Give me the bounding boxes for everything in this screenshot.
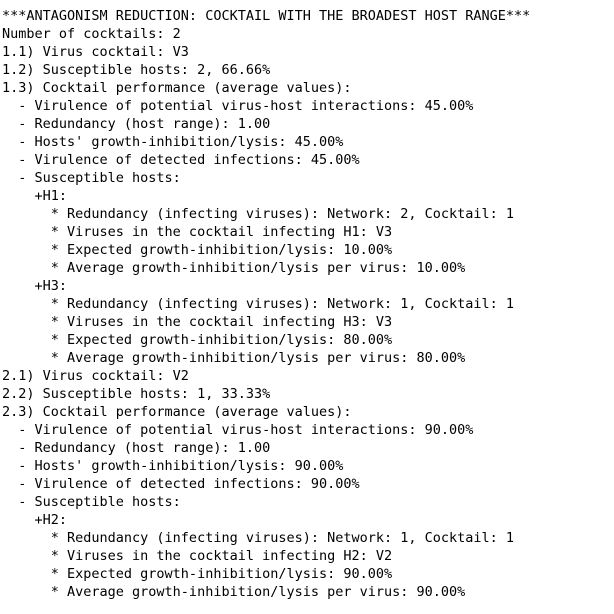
cocktail-2-redundancy: - Redundancy (host range): 1.00 — [2, 440, 271, 456]
host-h1-expected-lysis: * Expected growth-inhibition/lysis: 10.00% — [2, 242, 393, 258]
cocktail-1-growth-inhibition: - Hosts' growth-inhibition/lysis: 45.00% — [2, 134, 344, 150]
host-h3-heading: +H3: — [2, 278, 68, 294]
cocktail-1-hosts-line: 1.2) Susceptible hosts: 2, 66.66% — [2, 62, 271, 78]
host-h3-viruses: * Viruses in the cocktail infecting H3: V3 — [2, 314, 393, 330]
host-h2-viruses: * Viruses in the cocktail infecting H2: V2 — [2, 548, 393, 564]
cocktail-count-line: Number of cocktails: 2 — [2, 26, 181, 42]
cocktail-2-virus-line: 2.1) Virus cocktail: V2 — [2, 368, 189, 384]
cocktail-2-growth-inhibition: - Hosts' growth-inhibition/lysis: 90.00% — [2, 458, 344, 474]
host-h3-average-lysis: * Average growth-inhibition/lysis per virus: 80.00% — [2, 350, 466, 366]
host-h2-average-lysis: * Average growth-inhibition/lysis per virus: 90.00% — [2, 584, 466, 600]
host-h3-redundancy: * Redundancy (infecting viruses): Network: 1, Cocktail: 1 — [2, 296, 515, 312]
cocktail-1-performance-heading: 1.3) Cocktail performance (average values): — [2, 80, 352, 96]
cocktail-2-performance-heading: 2.3) Cocktail performance (average values): — [2, 404, 352, 420]
cocktail-2-virulence-potential: - Virulence of potential virus-host interactions: 90.00% — [2, 422, 474, 438]
host-h2-heading: +H2: — [2, 512, 68, 528]
host-h1-heading: +H1: — [2, 188, 68, 204]
cocktail-2-susceptible-hosts-heading: - Susceptible hosts: — [2, 494, 181, 510]
cocktail-1-virulence-detected: - Virulence of detected infections: 45.00% — [2, 152, 360, 168]
cocktail-1-susceptible-hosts-heading: - Susceptible hosts: — [2, 170, 181, 186]
host-h1-average-lysis: * Average growth-inhibition/lysis per virus: 10.00% — [2, 260, 466, 276]
cocktail-1-redundancy: - Redundancy (host range): 1.00 — [2, 116, 271, 132]
host-h2-redundancy: * Redundancy (infecting viruses): Network: 1, Cocktail: 1 — [2, 530, 515, 546]
host-h2-expected-lysis: * Expected growth-inhibition/lysis: 90.00% — [2, 566, 393, 582]
host-h3-expected-lysis: * Expected growth-inhibition/lysis: 80.00% — [2, 332, 393, 348]
host-h1-viruses: * Viruses in the cocktail infecting H1: V3 — [2, 224, 393, 240]
cocktail-1-virus-line: 1.1) Virus cocktail: V3 — [2, 44, 189, 60]
report-title: ***ANTAGONISM REDUCTION: COCKTAIL WITH THE BROADEST HOST RANGE*** — [2, 8, 531, 24]
cocktail-1-virulence-potential: - Virulence of potential virus-host interactions: 45.00% — [2, 98, 474, 114]
host-h1-redundancy: * Redundancy (infecting viruses): Network: 2, Cocktail: 1 — [2, 206, 515, 222]
cocktail-2-hosts-line: 2.2) Susceptible hosts: 1, 33.33% — [2, 386, 271, 402]
cocktail-2-virulence-detected: - Virulence of detected infections: 90.00% — [2, 476, 360, 492]
